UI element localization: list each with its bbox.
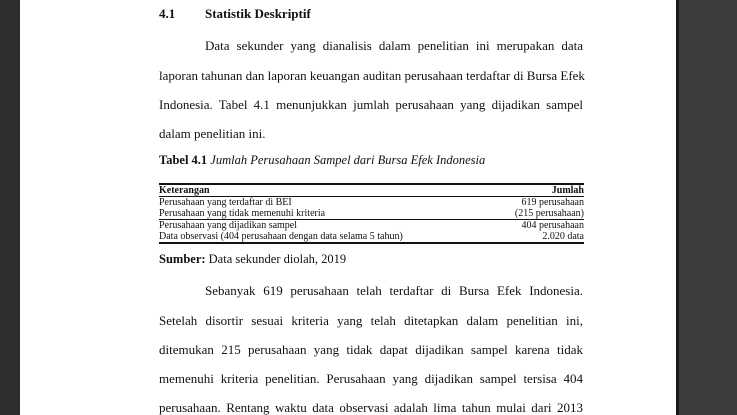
- table-cell-value: 2.020 data: [490, 231, 584, 243]
- table-header-row: [159, 184, 584, 197]
- paragraph-line: Sebanyak 619 perusahaan telah terdaftar di Bursa Efek Indonesia.: [205, 283, 583, 298]
- table-cell-label: Data observasi (404 perusahaan dengan data selama 5 tahun): [159, 231, 490, 243]
- section-number: 4.1: [159, 6, 176, 21]
- section-title: Statistik Deskriptif: [205, 6, 311, 21]
- table-source-text: Data sekunder diolah, 2019: [208, 252, 347, 266]
- paragraph-line: perusahaan. Rentang waktu data observasi adalah lima tahun mulai dari 2013: [159, 400, 583, 415]
- table-cell-label: Perusahaan yang tidak memenuhi kriteria: [159, 208, 326, 219]
- table-source-label: Sumber:: [159, 252, 206, 266]
- table-row: [159, 197, 584, 209]
- right-gutter: [677, 0, 737, 415]
- table-row: [159, 208, 584, 220]
- table-caption-title: Jumlah Perusahaan Sampel dari Bursa Efek Indonesia: [210, 153, 486, 167]
- table-header-jumlah: Jumlah: [490, 184, 584, 197]
- paragraph-line: dalam penelitian ini.: [159, 126, 266, 141]
- table-header-keterangan: Keterangan: [159, 184, 490, 197]
- table-cell-value: 619 perusahaan: [521, 197, 584, 208]
- paragraph-line: Setelah disortir sesuai kriteria yang telah ditetapkan dalam penelitian ini,: [159, 313, 583, 328]
- table-row: [159, 220, 584, 232]
- paragraph-line: ditemukan 215 perusahaan yang tidak dapat dijadikan sampel karena tidak: [159, 342, 583, 357]
- table-cell-value: (215 perusahaan): [514, 208, 584, 219]
- paragraph-line: Indonesia. Tabel 4.1 menunjukkan jumlah perusahaan yang dijadikan sampel: [159, 97, 583, 112]
- table-caption-label: Tabel 4.1: [159, 153, 208, 167]
- table-caption: [159, 153, 485, 168]
- section-heading: [159, 6, 311, 22]
- paragraph-line: Data sekunder yang dianalisis dalam penelitian ini merupakan data: [205, 38, 583, 53]
- paragraph-line: memenuhi kriteria penelitian. Perusahaan yang dijadikan sampel tersisa 404: [159, 371, 583, 386]
- page-edge-shadow: [676, 0, 679, 415]
- table-row: [159, 231, 584, 243]
- sample-table: [159, 183, 584, 244]
- table-cell-label: Perusahaan yang terdaftar di BEI: [159, 197, 292, 208]
- table-source: [159, 252, 346, 267]
- table-cell-value: 404 perusahaan: [490, 220, 584, 232]
- paragraph-line: laporan tahunan dan laporan keuangan auditan perusahaan terdaftar di Bursa Efek: [159, 68, 585, 83]
- left-gutter: [0, 0, 20, 415]
- document-page: [20, 0, 676, 415]
- table-cell-label: Perusahaan yang dijadikan sampel: [159, 220, 490, 232]
